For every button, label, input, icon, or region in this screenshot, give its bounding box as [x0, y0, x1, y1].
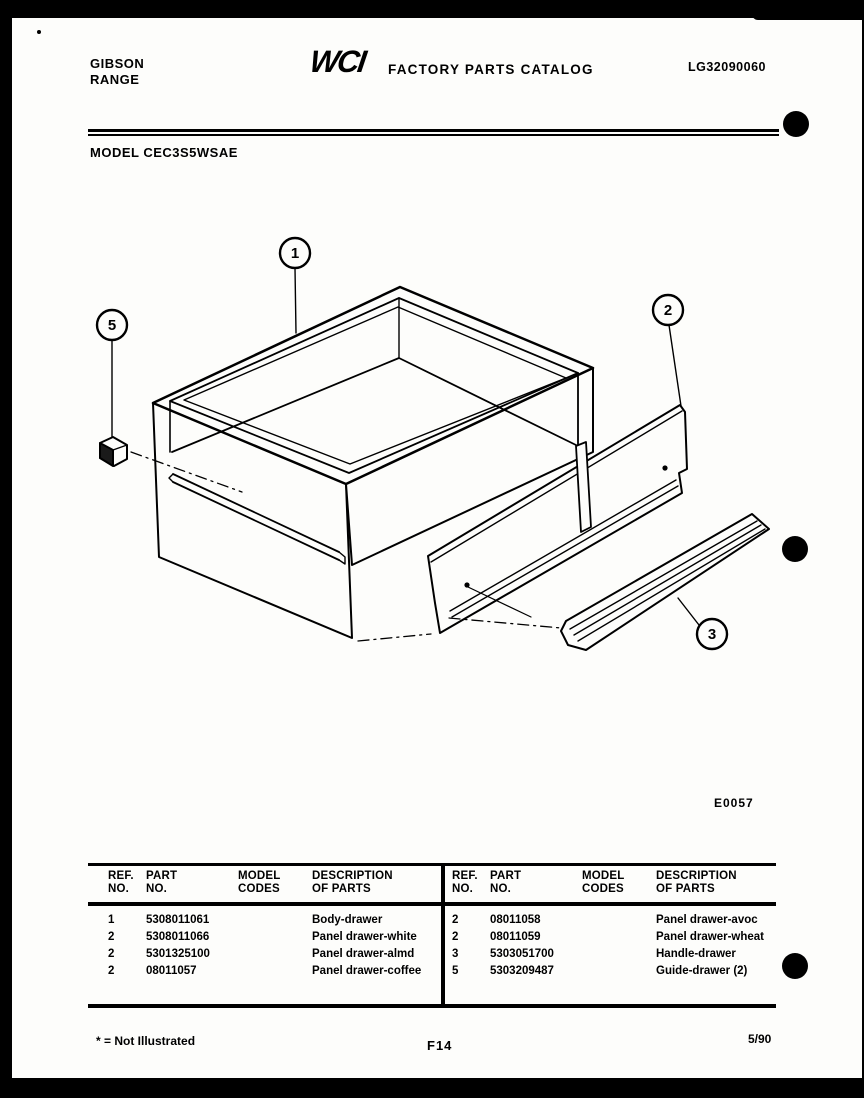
- col-desc-header: DESCRIPTION OF PARTS: [656, 870, 737, 895]
- table-rows-left: [108, 914, 452, 982]
- col-model-header: MODEL CODES: [582, 870, 625, 895]
- drawer-guide-part: [100, 437, 127, 466]
- table-header-rule: [88, 902, 776, 906]
- wci-logo: WCI: [307, 44, 367, 79]
- ref-cell: 2: [108, 948, 115, 960]
- part-cell: 5303051700: [490, 948, 554, 960]
- table-top-rule: [88, 863, 776, 866]
- desc-cell: Handle-drawer: [656, 948, 736, 960]
- table-bottom-rule: [88, 1004, 776, 1008]
- ref-cell: 2: [452, 914, 459, 926]
- callout-1-number: 1: [290, 245, 300, 262]
- table-rows-right: [452, 914, 796, 982]
- registration-dot-top: [783, 111, 809, 137]
- scan-artifact-top-1: [646, 4, 718, 15]
- page: [12, 18, 862, 1078]
- callout-2-number: 2: [663, 302, 673, 319]
- model-cell: [582, 914, 656, 931]
- figure-code: E0057: [714, 796, 754, 810]
- document-number: LG32090060: [688, 60, 766, 74]
- model-cell: [582, 931, 656, 948]
- drawer-body-part: [153, 287, 593, 638]
- catalog-title: FACTORY PARTS CATALOG: [388, 62, 594, 77]
- part-cell: 5308011061: [146, 914, 210, 926]
- col-desc-header: DESCRIPTION OF PARTS: [312, 870, 393, 895]
- part-cell: 08011058: [490, 914, 541, 926]
- desc-cell: Guide-drawer (2): [656, 965, 748, 977]
- date-code: 5/90: [748, 1032, 772, 1046]
- registration-dot-bottom: [782, 953, 808, 979]
- scan-speck: [37, 30, 41, 34]
- registration-dot-middle: [782, 536, 808, 562]
- brand-line-1: GIBSON: [90, 56, 145, 71]
- callout-3: [697, 619, 727, 649]
- table-header-left: [108, 870, 452, 896]
- model-cell: [238, 948, 312, 965]
- desc-cell: Body-drawer: [312, 914, 383, 926]
- page-code: F14: [427, 1038, 453, 1053]
- col-part-header: PART NO.: [146, 870, 178, 895]
- panel-screw-dot-right: [662, 465, 667, 470]
- part-cell: 08011059: [490, 931, 541, 943]
- callout-3-number: 3: [707, 626, 717, 643]
- model-cell: [582, 948, 656, 965]
- desc-cell: Panel drawer-white: [312, 931, 417, 943]
- ref-cell: 2: [108, 965, 115, 977]
- callout-2: [653, 295, 683, 325]
- brand-line-2: RANGE: [90, 72, 140, 87]
- model-cell: [238, 965, 312, 982]
- col-part-header: PART NO.: [490, 870, 522, 895]
- table-header-right: [452, 870, 796, 896]
- ref-cell: 2: [452, 931, 459, 943]
- part-cell: 08011057: [146, 965, 197, 977]
- callout-1: [280, 238, 310, 268]
- desc-cell: Panel drawer-avoc: [656, 914, 758, 926]
- ref-cell: 3: [452, 948, 459, 960]
- desc-cell: Panel drawer-coffee: [312, 965, 422, 977]
- col-ref-header: REF. NO.: [108, 870, 134, 895]
- ref-cell: 5: [452, 965, 459, 977]
- model-cell: [238, 914, 312, 931]
- model-label: MODEL CEC3S5WSAE: [90, 145, 238, 160]
- part-cell: 5308011066: [146, 931, 210, 943]
- col-model-header: MODEL CODES: [238, 870, 281, 895]
- desc-cell: Panel drawer-wheat: [656, 931, 765, 943]
- desc-cell: Panel drawer-almd: [312, 948, 415, 960]
- callout-5: [97, 310, 127, 340]
- callout-5-number: 5: [107, 317, 117, 334]
- col-ref-header: REF. NO.: [452, 870, 478, 895]
- model-cell: [582, 965, 656, 982]
- not-illustrated-note: * = Not Illustrated: [96, 1034, 196, 1048]
- model-cell: [238, 931, 312, 948]
- scan-artifact-top-2: [752, 0, 864, 20]
- ref-cell: 1: [108, 914, 115, 926]
- part-cell: 5303209487: [490, 965, 554, 977]
- ref-cell: 2: [108, 931, 115, 943]
- part-cell: 5301325100: [146, 948, 210, 960]
